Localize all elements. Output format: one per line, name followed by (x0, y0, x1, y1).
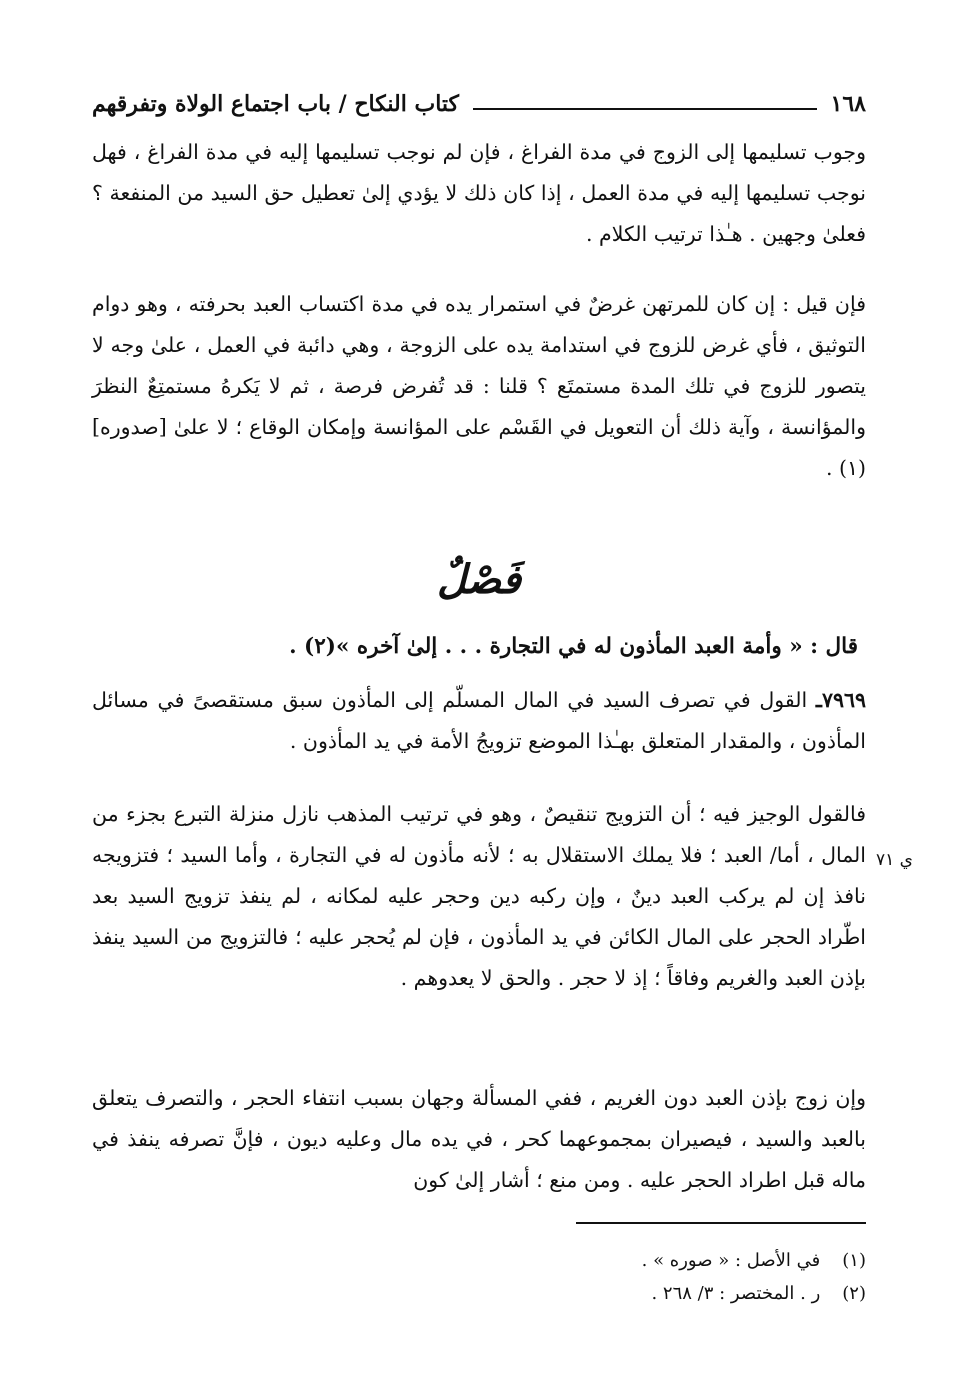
header-rule (473, 108, 817, 110)
paragraph-5: وإن زوج بإذن العبد دون الغريم ، ففي المسألة وجهان بسبب انتفاء الحجر ، والتصرف يتعلق بالعبد والسيد ، فيصيران بمجموعهما كحر ، في يده مال وعليه ديون ، فإنَّ تصرفه ينفذ في ماله قبل اطراد الحجر عليه . ومن منع ؛ أشار إلىٰ كون (92, 1086, 866, 1192)
paragraph-2: فإن قيل : إن كان للمرتهن غرضٌ في استمرار يده في مدة اكتساب العبد بحرفته ، وهو دوام التوثيق ، فأي غرض للزوج في استدامة يده على الزوجة ، وهي دائبة في العمل ، علىٰ وجه لا يتصور للزوج في تلك المدة مستمتَع ؟ قلنا : قد تُفرض فرصة ، ثم لا يَكرهُ مستمتِعٌ النظرَ والمؤانسة ، وآية ذلك أن التعويل في القَسْم على المؤانسة وإمكان الوقاع ؛ لا علىٰ [صدوره](١) . (92, 292, 866, 480)
page-header (92, 86, 866, 122)
paragraph-4: فالقول الوجيز فيه ؛ أن التزويج تنقيصٌ ، وهو في ترتيب المذهب نازل منزلة التبرع بجزء من المال ، أما/ العبد ؛ فلا يملك الاستقلال به ؛ لأنه مأذون له في التجارة ، وأما السيد ؛ فتزويجه نافذ إن لم يركب العبد دينٌ ، وإن ركبه دين وحجر عليه لمكانه ، لم ينفذ تزويج السيد بعد اطّراد الحجر على المال الكائن في يد المأذون ، فإن لم يُحجر عليه ؛ فالتزويج من السيد ينفذ بإذن العبد والغريم وفاقاً ؛ إذ لا حجر . والحق لا يعدوهم . (92, 802, 866, 990)
manuscript-margin-note: ي ٧١ (876, 850, 913, 870)
footnotes (92, 1244, 866, 1310)
footnote-1 (92, 1244, 866, 1277)
running-title: كتاب النكاح / باب اجتماع الولاة وتفرقهم (92, 91, 460, 117)
section-heading-fasl: فَصْلٌ (436, 556, 522, 603)
paragraph-3-text: القول في تصرف السيد في المال المسلّم إلى المأذون سبق مستقصىً في مسائل المأذون ، والمقدار المتعلق بهـٰذا الموضع تزويجُ الأمة في يد المأذون . (92, 688, 866, 753)
issue-number: ٧٩٦٩ـ (815, 688, 866, 712)
footnote-2 (92, 1277, 866, 1310)
page-number: ١٦٨ (830, 91, 866, 117)
footnote-number: (٢) (842, 1283, 866, 1304)
paragraph-3 (92, 680, 866, 762)
footnote-number: (١) (842, 1250, 866, 1271)
footnote-text: ر . المختصر : ٣/ ٢٦٨ . (651, 1283, 821, 1304)
footnote-separator (576, 1222, 866, 1224)
quoted-statement: قال : « وأمة العبد المأذون له في التجارة . . . إلىٰ آخره »(٢) . (289, 634, 858, 659)
paragraph-1: وجوب تسليمها إلى الزوج في مدة الفراغ ، فإن لم نوجب تسليمها إليه في مدة الفراغ ، فهل نوجب تسليمها إليه في مدة العمل ، إذا كان ذلك لا يؤدي إلىٰ تعطيل حق السيد من المنفعة ؟ فعلىٰ وجهين . هـٰذا ترتيب الكلام . (92, 140, 866, 246)
footnote-text: في الأصل : « صوره » . (641, 1250, 821, 1271)
